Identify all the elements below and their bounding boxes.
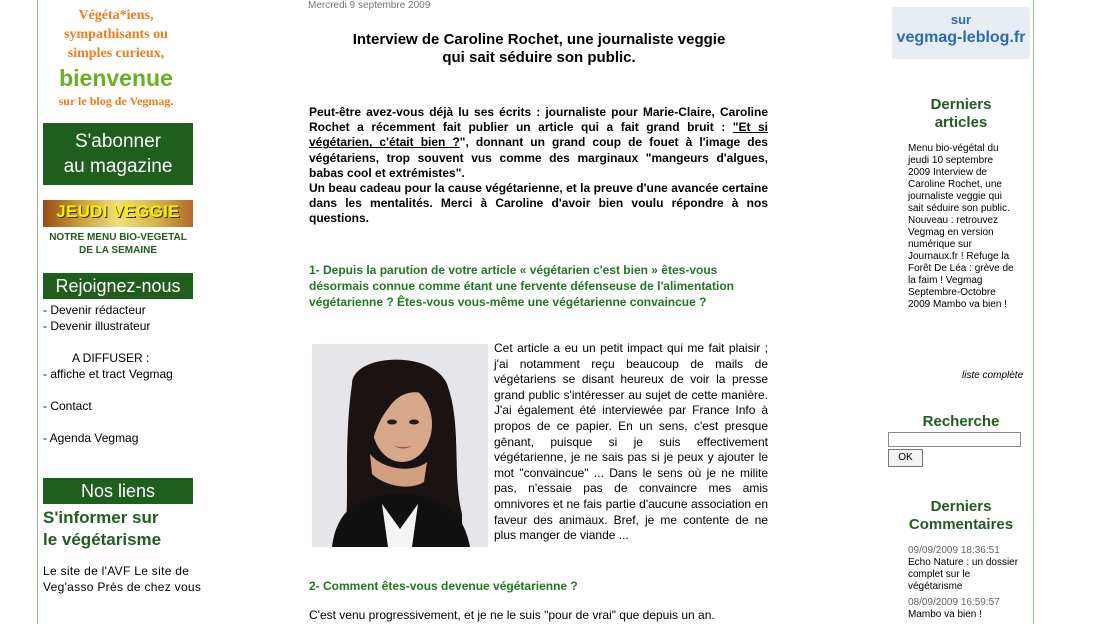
- left-sidebar: [0, 0, 240, 624]
- comments-heading-line-1: Derniers: [930, 498, 992, 515]
- subscribe-line-1: S'abonner: [74, 131, 162, 152]
- welcome-line-2: sympathisants ou: [64, 27, 168, 42]
- intro-paragraph-2: Un beau cadeau pour la cause végétarienne, et la preuve d'une avancée certaine dans les mentalités. Merci à Caroline d'avoir bien voulu répondre à nos questions.: [309, 181, 768, 226]
- jeudi-veggie-title: JEUDI VEGGIE: [56, 202, 180, 221]
- recent-comments-list: [908, 545, 1023, 624]
- search-ok-button[interactable]: OK: [888, 449, 923, 467]
- intro-paragraph-1: [309, 105, 768, 181]
- article-link[interactable]: "Et si végétarien, c'était bien ?: [309, 120, 768, 150]
- jeudi-veggie-sub-2: DE LA SEMAINE: [79, 245, 157, 256]
- full-list-link[interactable]: liste complète: [962, 370, 1024, 381]
- jeudi-veggie-banner[interactable]: [43, 200, 193, 258]
- subscribe-line-2: au magazine: [63, 156, 173, 177]
- external-links: [43, 563, 233, 595]
- join-us-header: Rejoignez-nous: [43, 273, 193, 299]
- caroline-rochet-photo: [312, 344, 488, 547]
- welcome-block: [40, 6, 192, 109]
- recent-articles-list: [908, 143, 1018, 311]
- link-become-writer[interactable]: - Devenir rédacteur: [43, 303, 146, 317]
- welcome-line-3: simples curieux,: [67, 46, 165, 61]
- answer-1: Cet article a eu un petit impact qui me fait plaisir ; j'ai notamment reçu beaucoup de mails de végétariens se disant heureux de voir la presse grand public s'intéresser au sujet de cette manière. J'ai également été interviewée par France Info à propos de ce papier. En un sens, c'est presque gênant, puisque si je suis effectivement végétarienne, je ne sais pas si je peux y ajouter le mot "convaincue" ... Dans le sens où je ne milite pas, n'essaie pas de convaincre mes amis omnivores et ne fais partie d'aucune association en faveur des animaux. Bref, je me contente de ne plus manger de viande ...: [494, 341, 768, 543]
- main-content: [240, 0, 860, 624]
- link-become-illustrator[interactable]: - Devenir illustrateur: [43, 319, 151, 333]
- inform-line-2: le végétarisme: [43, 530, 162, 549]
- link-agenda[interactable]: - Agenda Vegmag: [43, 431, 139, 445]
- post-title-line-2: qui sait séduire son public.: [442, 49, 636, 66]
- vegmag-blog-logo[interactable]: [892, 7, 1030, 59]
- recent-article-link[interactable]: Refuge la Forêt De Léa : grève de la faim !: [908, 251, 1014, 286]
- jeudi-veggie-sub-1: NOTRE MENU BIO-VEGETAL: [49, 232, 187, 243]
- intro-text-a: Peut-être avez-vous déjà lu ses écrits : journaliste pour Marie-Claire, Caroline Rochet a récemment fait publier un article qui a fait grand bruit :: [309, 105, 768, 135]
- recent-article-link[interactable]: Nouveau : retrouvez Vegmag en version numérique sur Journaux.fr !: [908, 215, 999, 262]
- post-intro: [309, 105, 768, 227]
- join-links: [43, 302, 233, 446]
- link-vegasso[interactable]: Le site de Veg'asso: [43, 564, 190, 594]
- recent-article-link[interactable]: Interview de Caroline Rochet, une journaliste veggie qui sait séduire son public.: [908, 167, 1010, 214]
- intro-text-b: ", donnant un grand coup de fouet à l'image des végétariens, trop souvent vus comme des marginaux "mangeurs d'algues, babas cool et extrémistes".: [309, 135, 768, 180]
- search-input[interactable]: [888, 432, 1021, 447]
- recent-article-link[interactable]: Vegmag Septembre-Octobre 2009: [908, 275, 996, 310]
- recent-article-link[interactable]: Mambo va bien !: [933, 299, 1007, 310]
- comment-date: 08/09/2009 16:59:57: [908, 597, 1000, 608]
- post-date: Mercredi 9 septembre 2009: [308, 0, 431, 11]
- comments-heading-line-2: Commentaires: [908, 516, 1014, 533]
- subscribe-banner[interactable]: [43, 123, 193, 185]
- question-1: 1- Depuis la parution de votre article « végétarien c'est bien » êtes-vous désormais connue comme étant une fervente défenseuse de l'alimentation végétarienne ? Êtes-vous vous-même une végétarienne convaincue ?: [309, 263, 734, 309]
- link-avf[interactable]: Le site de l'AVF: [43, 564, 131, 578]
- recent-comments-heading: [880, 498, 1042, 534]
- welcome-line-4: sur le blog de Vegmag.: [58, 94, 174, 108]
- recent-article-link[interactable]: Menu bio-végétal du jeudi 10 septembre 2009: [908, 143, 999, 178]
- question-2: 2- Comment êtes-vous devenue végétarienne ?: [309, 579, 578, 593]
- comment-link[interactable]: Mambo va bien !: [908, 609, 982, 620]
- jeudi-veggie-subtitle: [43, 231, 193, 257]
- recent-articles-heading: [880, 96, 1042, 132]
- our-links-header: Nos liens: [43, 478, 193, 504]
- comment-link[interactable]: Echo Nature : un dossier complet sur le végétarisme: [908, 557, 1019, 592]
- right-sidebar: [860, 0, 1103, 624]
- link-poster-flyer[interactable]: - affiche et tract Vegmag: [43, 367, 173, 381]
- recent-heading-line-2: articles: [934, 114, 988, 131]
- recent-heading-line-1: Derniers: [930, 96, 992, 113]
- welcome-line-1: Végéta*iens,: [78, 8, 154, 23]
- link-contact[interactable]: - Contact: [43, 399, 92, 413]
- logo-line-1: sur: [950, 12, 972, 27]
- left-divider: [37, 0, 38, 624]
- inform-heading: [43, 507, 233, 551]
- post-title-line-1: Interview de Caroline Rochet, une journaliste veggie: [352, 31, 726, 48]
- inform-line-1: S'informer sur: [43, 508, 159, 527]
- portrait-illustration: [312, 344, 488, 547]
- diffuser-label: A DIFFUSER :: [72, 351, 150, 365]
- answer-2: C'est venu progressivement, et je ne le suis "pour de vrai" que depuis un an.: [309, 608, 715, 622]
- link-near-you[interactable]: Près de chez vous: [97, 580, 202, 594]
- comment-date: 09/09/2009 18:36:51: [908, 545, 1000, 556]
- welcome-bienvenue: bienvenue: [59, 65, 173, 91]
- post-title: [304, 31, 774, 67]
- search-heading: Recherche: [922, 413, 1000, 430]
- logo-line-2: vegmag-leblog.fr: [896, 29, 1026, 46]
